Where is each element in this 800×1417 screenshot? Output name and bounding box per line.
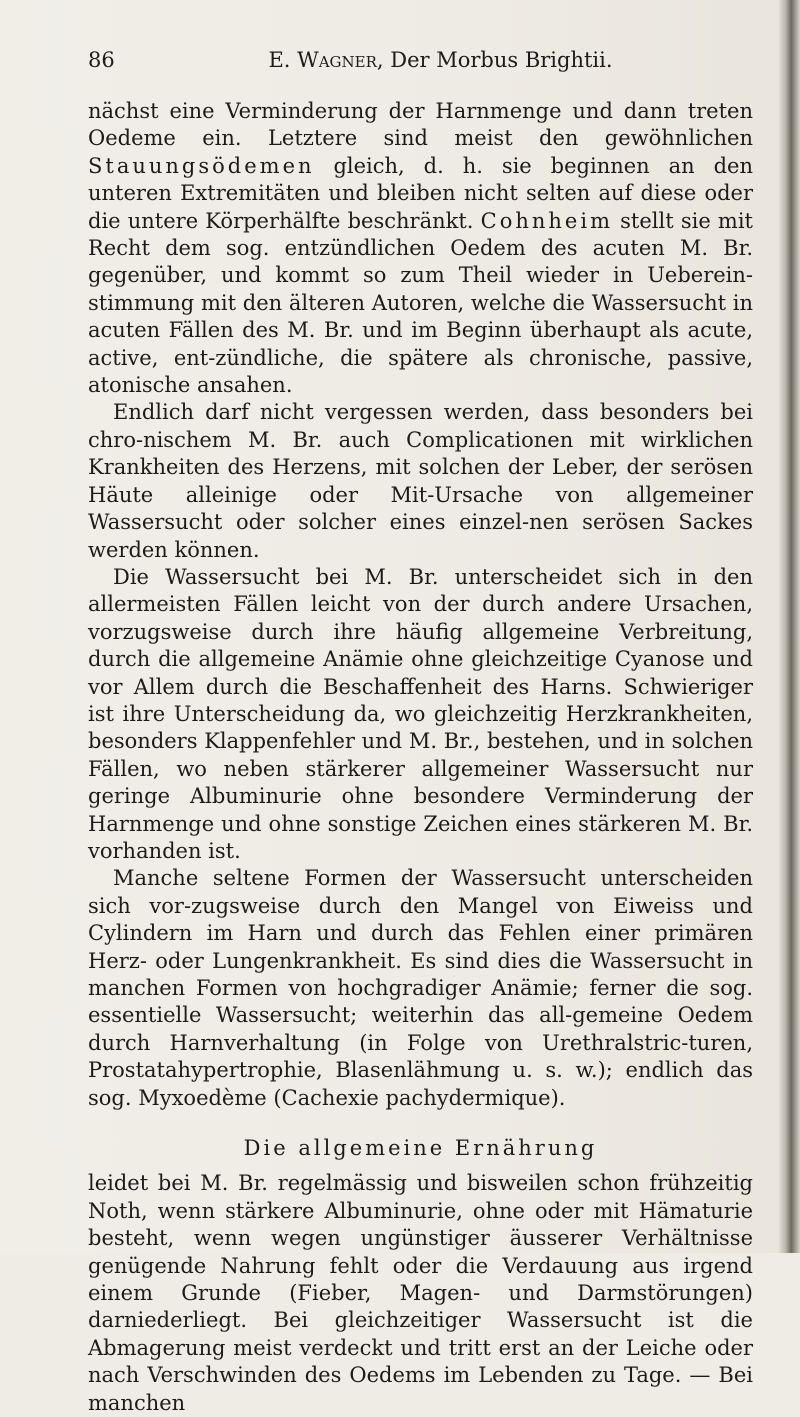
chapter-title: , Der Morbus Brightii.	[376, 48, 613, 72]
paragraph-2: Endlich darf nicht vergessen werden, dass besonders bei chro-nischem M. Br. auch Complicationen mit wirklichen Krankheiten des Herzens, mit solchen der Leber, der serösen Häute alleinige oder Mit-Ursache von allgemeiner Wassersucht oder solcher eines einzel-nen serösen Sackes werden können.	[88, 400, 753, 562]
paragraph-3: Die Wassersucht bei M. Br. unterscheidet sich in den allermeisten Fällen leicht von der durch andere Ursachen, vorzugsweise durch ihre häufig allgemeine Verbreitung, durch die allgemeine Anämie ohne gleichzeitige Cyanose und vor Allem durch die Beschaffenheit des Harns. Schwieriger ist ihre Unterscheidung da, wo gleichzeitig Herzkrankheiten, besonders Klappenfehler und M. Br., bestehen, und in solchen Fällen, wo neben stärkerer allgemeiner Wassersucht nur geringe Albuminurie ohne besondere Verminderung der Harnmenge und ohne sonstige Zeichen eines stärkeren M. Br. vorhanden ist.	[88, 564, 753, 863]
running-header	[88, 48, 753, 78]
page-number: 86	[88, 48, 115, 72]
page-edge	[778, 0, 800, 1253]
running-head-title	[88, 48, 753, 72]
author-name: E. Wagner	[268, 48, 377, 72]
body-text	[88, 98, 753, 1417]
paragraph-1-text-e: stellt sie mit Recht dem sog. entzündlichen Oedem des acuten M. Br. gegenüber, und kommt so zum Theil wieder in Ueberein-stimmung mit den älteren Autoren, welche die Wassersucht in acuten Fällen des M. Br. und im Beginn überhaupt als acute, active, ent-zündliche, die spätere als chronische, passive, atonische ansahen.	[88, 208, 754, 398]
paragraph-5: leidet bei M. Br. regelmässig und bisweilen schon frühzeitig Noth, wenn stärkere Albuminurie, ohne oder mit Hämaturie besteht, wenn wegen ungünstiger äusserer Verhältnisse genügende Nahrung fehlt oder die Verdauung aus irgend einem Grunde (Fieber, Magen- und Darmstörungen) darniederliegt. Bei gleichzeitiger Wassersucht ist die Abmagerung meist verdeckt und tritt erst an der Leiche oder nach Verschwinden des Oedems im Lebenden zu Tage. — Bei manchen	[88, 1171, 753, 1415]
paragraph-1-text-a: nächst eine Verminderung der Harnmenge und dann treten Oedeme ein. Letztere sind meist den gewöhnlichen	[88, 99, 753, 151]
paragraph-4: Manche seltene Formen der Wassersucht unterscheiden sich vor-zugsweise durch den Mangel von Eiweiss und Cylindern im Harn und durch das Fehlen einer primären Herz- oder Lungenkrankheit. Es sind dies die Wassersucht in manchen Formen von hochgradiger Anämie; ferner die sog. essentielle Wassersucht; weiterhin das all-gemeine Oedem durch Harnverhaltung (in Folge von Urethralstric-turen, Prostatahypertrophie, Blasenlähmung u. s. w.); endlich das sog. Myxoedème (Cachexie pachydermique).	[88, 866, 753, 1110]
section-heading: Die allgemeine Ernährung	[243, 1136, 598, 1161]
paragraph-1	[88, 98, 753, 399]
emphasis-stauungsoedemen: Stauungsödemen	[88, 153, 315, 178]
paragraph-1-text-c: gleich, d. h. sie beginnen an den unteren Extremitäten und bleiben nicht selten auf diese oder die untere Körperhälfte beschränkt.	[88, 153, 753, 233]
emphasis-cohnheim: Cohnheim	[480, 208, 613, 233]
